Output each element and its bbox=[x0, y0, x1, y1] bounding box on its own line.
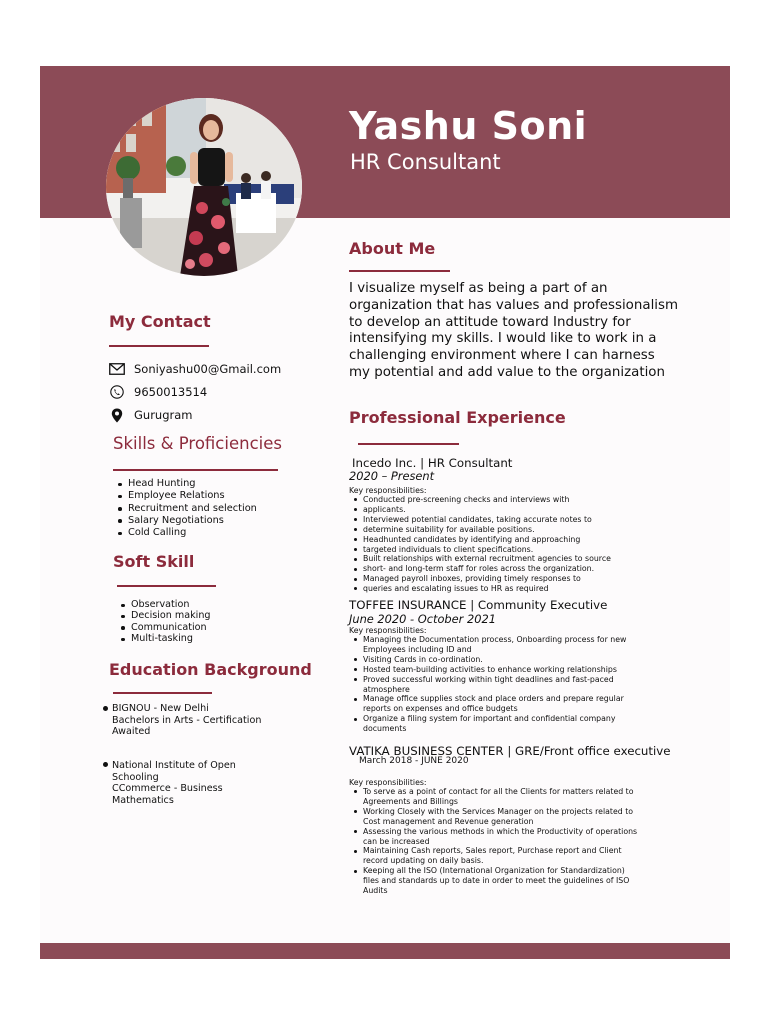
list-item: queries and escalating issues to HR as required bbox=[350, 584, 650, 594]
skills-rule bbox=[113, 469, 278, 471]
list-item: Cold Calling bbox=[116, 527, 257, 539]
contact-email-row bbox=[108, 362, 281, 376]
list-item: determine suitability for available positions. bbox=[350, 525, 650, 535]
education-line: National Institute of Open bbox=[112, 760, 236, 771]
list-item: Conducted pre-screening checks and interviews with bbox=[350, 495, 650, 505]
job-dates: 2020 – Present bbox=[349, 469, 435, 483]
contact-phone[interactable]: 9650013514 bbox=[134, 385, 208, 399]
bullet-dot bbox=[103, 762, 108, 767]
soft-skills-list bbox=[119, 599, 211, 645]
list-item: Built relationships with external recruitment agencies to source bbox=[350, 554, 650, 564]
list-item: Manage office supplies stock and place orders and prepare regular reports on expenses and office budgets bbox=[350, 694, 650, 714]
experience-heading: Professional Experience bbox=[349, 408, 566, 427]
list-item: Interviewed potential candidates, taking accurate notes to bbox=[350, 515, 650, 525]
list-item: applicants. bbox=[350, 505, 650, 515]
education-line: Awaited bbox=[112, 726, 151, 738]
experience-rule bbox=[358, 443, 459, 445]
education-entry bbox=[112, 760, 236, 806]
contact-location: Gurugram bbox=[134, 408, 193, 422]
candidate-name: Yashu Soni bbox=[349, 104, 588, 148]
soft-skills-heading: Soft Skill bbox=[113, 552, 195, 571]
list-item: Organize a filing system for important and confidential company documents bbox=[350, 714, 650, 734]
list-item: Keeping all the ISO (International Organization for Standardization) files and standards up to date in order to meet the guidelines of ISO Audits bbox=[350, 866, 640, 896]
contact-email[interactable]: Soniyashu00@Gmail.com bbox=[134, 362, 282, 376]
contact-heading: My Contact bbox=[109, 312, 211, 331]
about-rule bbox=[349, 270, 450, 272]
bullet-dot bbox=[103, 706, 108, 711]
education-rule bbox=[113, 692, 212, 694]
job-responsibilities bbox=[350, 495, 650, 594]
list-item: Proved successful working within tight deadlines and fast-paced atmosphere bbox=[350, 675, 650, 695]
list-item: Managed payroll inboxes, providing timely responses to bbox=[350, 574, 650, 584]
education-heading: Education Background bbox=[109, 660, 312, 679]
job-title: Incedo Inc. | HR Consultant bbox=[352, 456, 513, 470]
list-item: Multi-tasking bbox=[119, 633, 211, 644]
job-title: VATIKA BUSINESS CENTER | GRE/Front office executive bbox=[349, 744, 671, 758]
mail-icon bbox=[108, 362, 126, 376]
job-dates: June 2020 - October 2021 bbox=[349, 612, 496, 626]
skills-heading: Skills & Proficiencies bbox=[113, 434, 282, 453]
skills-list bbox=[116, 478, 257, 539]
list-item: Decision making bbox=[119, 610, 211, 621]
list-item: Hosted team-building activities to enhance working relationships bbox=[350, 665, 650, 675]
candidate-role: HR Consultant bbox=[350, 150, 501, 174]
list-item: Visiting Cards in co-ordination. bbox=[350, 655, 650, 665]
responsibilities-label: Key responsibilities: bbox=[349, 626, 427, 635]
contact-rule bbox=[109, 345, 209, 347]
footer-bar bbox=[40, 943, 730, 959]
education-line: Schooling bbox=[112, 771, 159, 783]
contact-location-row bbox=[108, 408, 193, 422]
about-text: I visualize myself as being a part of an organization that has values and professionalism to develop an attitude toward Industry for intensifying my skills. I would like to work in a challenging environment where I can harness my potential and add value to the organization bbox=[349, 281, 679, 380]
list-item: targeted individuals to client specifications. bbox=[350, 545, 650, 555]
phone-icon bbox=[108, 385, 126, 399]
list-item: Headhunted candidates by identifying and approaching bbox=[350, 535, 650, 545]
education-entry bbox=[112, 703, 261, 738]
job-title: TOFFEE INSURANCE | Community Executive bbox=[349, 598, 608, 612]
list-item: Communication bbox=[119, 622, 211, 633]
education-line: CCommerce - Business bbox=[112, 783, 223, 795]
list-item: short- and long-term staff for roles across the organization. bbox=[350, 564, 650, 574]
job-dates: March 2018 - JUNE 2020 bbox=[359, 756, 469, 766]
list-item: Recruitment and selection bbox=[116, 503, 257, 515]
education-line: Mathematics bbox=[112, 794, 174, 806]
list-item: Employee Relations bbox=[116, 490, 257, 502]
list-item: Assessing the various methods in which the Productivity of operations can be increased bbox=[350, 827, 640, 847]
soft-skills-rule bbox=[117, 585, 216, 587]
job-responsibilities bbox=[350, 635, 650, 734]
list-item: Head Hunting bbox=[116, 478, 257, 490]
list-item: Observation bbox=[119, 599, 211, 610]
profile-photo bbox=[106, 98, 302, 276]
list-item: Salary Negotiations bbox=[116, 515, 257, 527]
job-responsibilities bbox=[350, 787, 640, 896]
list-item: Managing the Documentation process, Onboarding process for new Employees including ID and bbox=[350, 635, 650, 655]
list-item: Working Closely with the Services Manager on the projects related to Cost management and Revenue generation bbox=[350, 807, 640, 827]
list-item: To serve as a point of contact for all the Clients for matters related to Agreements and Billings bbox=[350, 787, 640, 807]
education-line: BIGNOU - New Delhi bbox=[112, 703, 209, 714]
responsibilities-label: Key responsibilities: bbox=[349, 486, 427, 495]
list-item: Maintaining Cash reports, Sales report, Purchase report and Client record updating on daily basis. bbox=[350, 846, 640, 866]
education-line: Bachelors in Arts - Certification bbox=[112, 714, 262, 726]
location-pin-icon bbox=[108, 408, 126, 422]
responsibilities-label: Key responsibilities: bbox=[349, 778, 427, 787]
about-heading: About Me bbox=[349, 239, 436, 258]
contact-phone-row bbox=[108, 385, 207, 399]
